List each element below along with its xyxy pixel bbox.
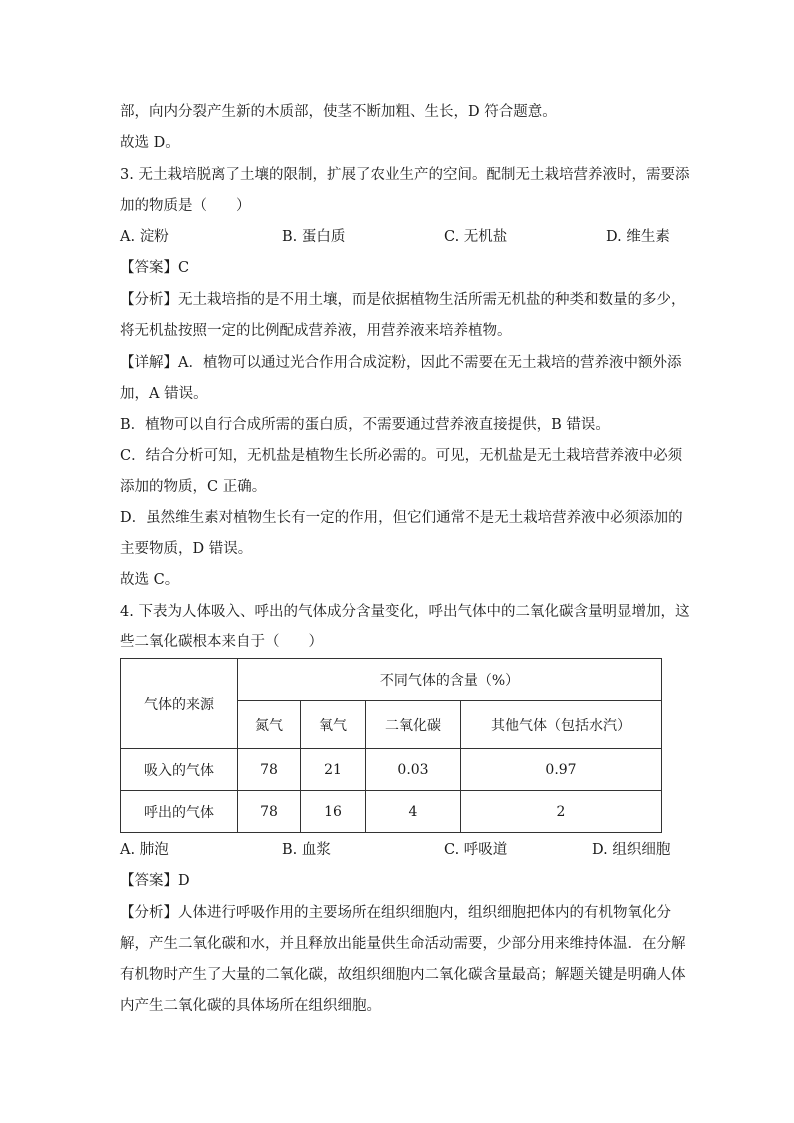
table-cell: 0.03 (366, 749, 461, 791)
table-row-label: 呼出的气体 (121, 791, 238, 833)
table-cell: 21 (301, 749, 366, 791)
question-3-analysis: 【分析】无土栽培指的是不用土壤，而是依据植物生活所需无机盐的种类和数量的多少， (120, 292, 686, 308)
option-d: D. 维生素 (606, 229, 670, 245)
table-col-header: 二氧化碳 (366, 701, 461, 749)
table-header-source: 气体的来源 (121, 659, 238, 749)
question-4-analysis: 有机物时产生了大量的二氧化碳，故组织细胞内二氧化碳含量最高；解题关键是明确人体 (120, 967, 686, 983)
table-cell: 78 (238, 749, 301, 791)
question-4-analysis: 解，产生二氧化碳和水，并且释放出能量供生命活动需要，少部分用来维持体温．在分解 (120, 936, 686, 952)
option-a: A. 淀粉 (120, 229, 169, 245)
table-cell: 78 (238, 791, 301, 833)
table-col-header: 氧气 (301, 701, 366, 749)
question-4-answer: 【答案】D (120, 873, 190, 889)
table-header-content: 不同气体的含量（%） (238, 659, 662, 701)
question-3-detail: C．结合分析可知，无机盐是植物生长所必需的。可见，无机盐是无土栽培营养液中必须 (120, 448, 683, 464)
paragraph-line: 故选 D。 (120, 135, 180, 151)
table-row (121, 749, 662, 791)
gas-content-table (120, 658, 662, 833)
option-c: C. 无机盐 (444, 229, 508, 245)
question-4-options (120, 840, 680, 860)
question-3-options (120, 227, 680, 247)
question-4-analysis: 内产生二氧化碳的具体场所在组织细胞。 (120, 998, 381, 1014)
question-3-detail: 【详解】A．植物可以通过光合作用合成淀粉，因此不需要在无土栽培的营养液中额外添 (120, 355, 682, 371)
question-4-analysis: 【分析】人体进行呼吸作用的主要场所在组织细胞内，组织细胞把体内的有机物氧化分 (120, 905, 671, 921)
question-3-analysis: 将无机盐按照一定的比例配成营养液，用营养液来培养植物。 (120, 323, 512, 339)
paragraph-line: 部，向内分裂产生新的木质部，使茎不断加粗、生长，D 符合题意。 (120, 104, 557, 120)
question-3-detail: 加，A 错误。 (120, 386, 208, 402)
question-4-stem: 些二氧化碳根本来自于（ ） (120, 634, 323, 650)
question-3-detail: D．虽然维生素对植物生长有一定的作用，但它们通常不是无土栽培营养液中必须添加的 (120, 510, 683, 526)
question-3-detail: B．植物可以自行合成所需的蛋白质，不需要通过营养液直接提供，B 错误。 (120, 417, 610, 433)
table-cell: 4 (366, 791, 461, 833)
question-4-stem: 4. 下表为人体吸入、呼出的气体成分含量变化，呼出气体中的二氧化碳含量明显增加，这 (120, 604, 690, 620)
option-c: C. 呼吸道 (444, 842, 508, 858)
table-col-header: 其他气体（包括水汽） (461, 701, 662, 749)
table-row-label: 吸入的气体 (121, 749, 238, 791)
table-col-header: 氮气 (238, 701, 301, 749)
option-a: A. 肺泡 (120, 842, 169, 858)
table-cell: 0.97 (461, 749, 662, 791)
table-row (121, 791, 662, 833)
question-3-detail: 添加的物质，C 正确。 (120, 479, 267, 495)
question-3-detail: 主要物质，D 错误。 (120, 541, 253, 557)
question-3-stem: 加的物质是（ ） (120, 198, 251, 214)
option-d: D. 组织细胞 (592, 842, 671, 858)
option-b: B. 血浆 (282, 842, 331, 858)
table-cell: 16 (301, 791, 366, 833)
question-3-choice: 故选 C。 (120, 572, 180, 588)
question-3-answer: 【答案】C (120, 260, 190, 276)
option-b: B. 蛋白质 (282, 229, 346, 245)
table-cell: 2 (461, 791, 662, 833)
question-3-stem: 3. 无土栽培脱离了土壤的限制，扩展了农业生产的空间。配制无土栽培营养液时，需要添 (120, 167, 690, 183)
